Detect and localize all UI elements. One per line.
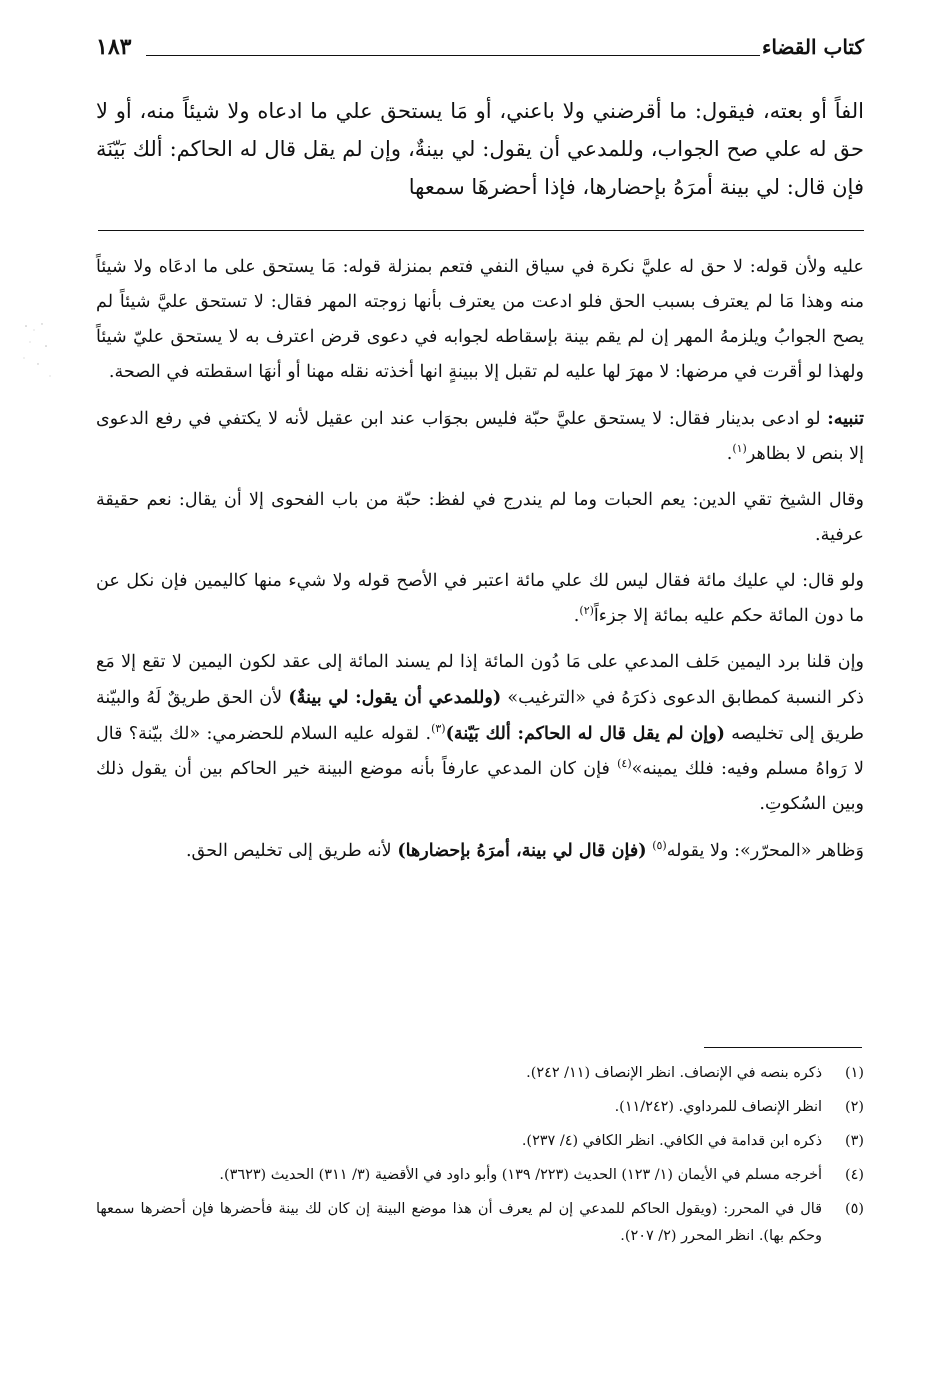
matn-paragraph: الفاً أو بعته، فيقول: ما أقرضني ولا باعني، أو مَا يستحق علي ما ادعاه ولا شيئاً منه، أو لا حق له علي صح الجواب، وللمدعي أن يقول: لي بينةٌ، وإن لم يقل قال له الحاكم: ألك بَيّنَة فإن قال: لي بينة أمرَهُ بإحضارها، فإذا أحضرهَا سمعها bbox=[96, 99, 864, 199]
running-header bbox=[96, 32, 864, 68]
paragraph-text: وإن قلنا برد اليمين حَلف المدعي على مَا دُون المائة إذا لم يسند المائة إلى عقد لكون اليمين لا تقع إلا مَع ذكر النسبة كمطابق الدعوى ذكرَهُ في «الترغيب» bbox=[96, 652, 865, 708]
note-text: لو ادعى بدينار فقال: لا يستحق عليَّ حبّة فليس بجوَاب عند ابن عقيل لأنه لا يكتفي في رفع الدعوى إلا بنص لا بظاهر bbox=[96, 409, 864, 464]
commentary-paragraph-6 bbox=[96, 833, 864, 869]
footnote-number: (٢) bbox=[845, 1099, 864, 1115]
paragraph-text: لأنه طريق إلى تخليص الحق. bbox=[185, 841, 392, 861]
footnote-text: أخرجه مسلم في الأيمان (١/ ١٢٣) الحديث (٢٢٣/ ١٣٩) وأبو داود في الأقضية (٣/ ٣١١) الحديث (٣٦٢٣). bbox=[219, 1167, 822, 1183]
footnote-ref-4: (٤) bbox=[617, 757, 632, 771]
footnote-number: (٤) bbox=[845, 1167, 864, 1183]
note-label: تنبيه: bbox=[827, 408, 865, 429]
footnote-item bbox=[96, 1060, 864, 1087]
matn-divider bbox=[98, 230, 864, 231]
book-title: كتاب القضاء bbox=[761, 35, 864, 59]
footnote-number: (٣) bbox=[845, 1133, 864, 1149]
footnote-text: ذكره ابن قدامة في الكافي. انظر الكافي (٤/ ٢٣٧). bbox=[521, 1133, 822, 1149]
footnote-item bbox=[96, 1196, 864, 1250]
matn-quote-2: (وإن لم يقل قال له الحاكم: ألك بَيّنة) bbox=[445, 723, 726, 744]
footnote-number: (١) bbox=[845, 1065, 864, 1081]
commentary-paragraph-2 bbox=[96, 401, 864, 472]
commentary-paragraph-5 bbox=[96, 645, 864, 822]
paragraph-text: وَظاهر «المحرّر»: ولا يقوله bbox=[666, 841, 864, 861]
footnote-item bbox=[96, 1128, 864, 1155]
footnote-number: (٥) bbox=[845, 1201, 864, 1217]
footnotes bbox=[96, 1060, 864, 1257]
footnote-ref-2: (٢) bbox=[579, 604, 594, 618]
paragraph-text: ولو قال: لي عليك مائة فقال ليس لك علي مائة اعتبر في الأصح قوله ولا شيء منها كاليمين فإن نكل عن ما دون المائة حكم عليه بمائة إلا جزءاً bbox=[96, 571, 864, 626]
footnote-ref-1: (١) bbox=[732, 442, 747, 456]
commentary-paragraph-3: وقال الشيخ تقي الدين: يعم الحبات وما لم يندرج في لفظ: حبّة من باب الفحوى إلا أن يقال: نعم حقيقة عرفية. bbox=[96, 490, 864, 545]
footnote-rule bbox=[704, 1047, 862, 1048]
footnote-text: ذكره بنصه في الإنصاف. انظر الإنصاف (١١/ ٢٤٢). bbox=[526, 1065, 822, 1081]
sentence-end: . bbox=[573, 606, 580, 626]
page-number: ١٨٣ bbox=[96, 34, 132, 60]
matn-text-block bbox=[96, 92, 864, 206]
commentary-paragraph-1: عليه ولأن قوله: لا حق له عليَّ نكرة في سياق النفي فتعم بمنزلة قوله: مَا يستحق على ما ادعَاه ولا شيئاً منه وهذا مَا لم يعترف بسبب الحق فلو ادعت من يعترف بأنها زوجته المهر فقال: لا تستحق عليَّ شيئاً لم يصح الجوابُ ويلزمهُ المهر إن لم يقم بينة بإسقاطه لجوابه في دعوى قرض اعترف به لا يستحق عليّ شيئاً ولهذا لو أقرت في مرضها: لا مهرَ لها عليه لم تقبل إلا ببينةٍ انها أخذته نقله مهنا أو أنهَا اسقطته في الصحة. bbox=[96, 257, 864, 382]
footnote-text: قال في المحرر: (ويقول الحاكم للمدعي إن لم يعرف أن هذا موضع البينة إن كان لك بينة فأحضرها فإن أحضرها سمعها وحكم بها). انظر المحرر (٢/ ٢٠٧). bbox=[96, 1201, 822, 1244]
commentary-block bbox=[96, 250, 864, 880]
header-rule bbox=[146, 55, 760, 56]
footnote-ref-3: (٣) bbox=[431, 722, 446, 736]
sentence-end: . bbox=[726, 444, 733, 464]
footnote-ref-5: (٥) bbox=[652, 839, 667, 853]
matn-quote-1: (وللمدعي أن يقول: لي بينةٌ) bbox=[288, 687, 502, 708]
paragraph-text: فإن كان المدعي عارفاً بأنه موضع البينة خير الحاكم بين أن يقول ذلك وبين السُكوتِ. bbox=[96, 759, 864, 814]
scan-speckles bbox=[20, 318, 54, 388]
footnote-item bbox=[96, 1162, 864, 1189]
paragraph-text: . لقوله عليه السلام للحضرمي: «لك بيّنة؟ قال لا رَواهُ مسلم وفيه: فلك يمينه» bbox=[96, 724, 864, 779]
paragraph-text: لأن الحق طريقٌ لَهُ والبيّنة طريق إلى تخليصه bbox=[96, 688, 864, 744]
matn-quote-3: (فإن قال لي بينة، أمرَهُ بإحضارها) bbox=[397, 840, 647, 861]
commentary-paragraph-4 bbox=[96, 564, 864, 634]
footnote-item bbox=[96, 1094, 864, 1121]
footnote-text: انظر الإنصاف للمرداوي. (١١/٢٤٢). bbox=[614, 1099, 822, 1115]
